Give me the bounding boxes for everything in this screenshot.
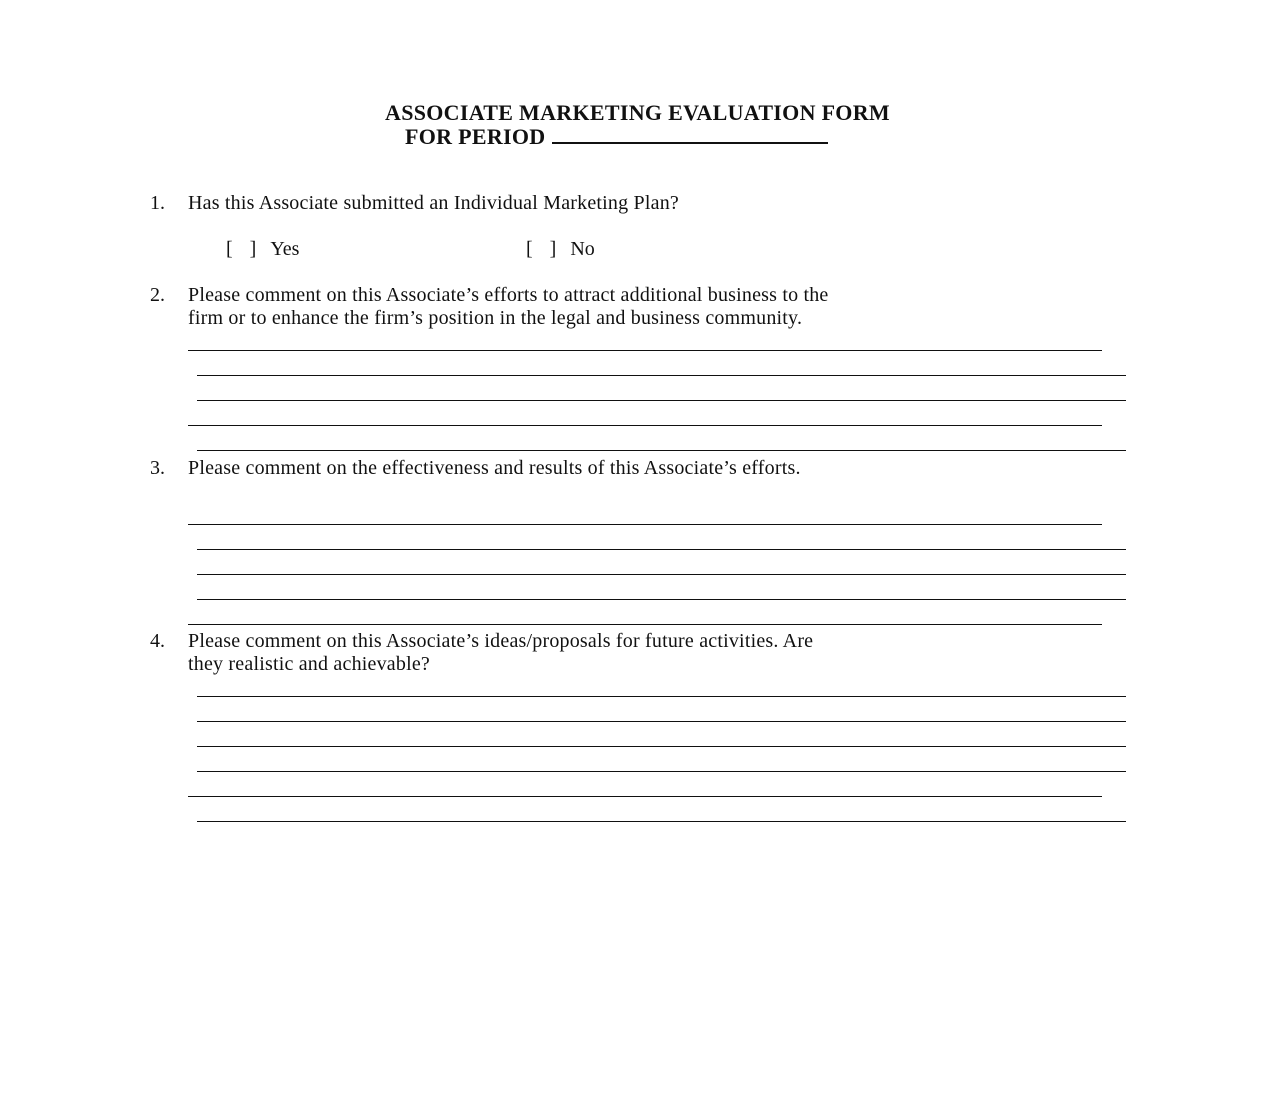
question-4-number: 4. [150, 630, 165, 652]
question-4-line-2: they realistic and achievable? [188, 653, 430, 675]
question-3-text [188, 457, 801, 480]
answer-line[interactable] [197, 821, 1126, 822]
question-1-text [188, 192, 679, 215]
no-label: No [570, 238, 595, 260]
answer-line[interactable] [197, 574, 1126, 575]
yes-checkbox[interactable] [226, 238, 299, 261]
answer-line[interactable] [197, 771, 1126, 772]
period-line [405, 124, 828, 150]
no-checkbox-box[interactable]: [ ] [526, 238, 563, 260]
answer-line[interactable] [197, 375, 1126, 376]
answer-line[interactable] [197, 696, 1126, 697]
answer-line[interactable] [197, 450, 1126, 451]
question-1-number: 1. [150, 192, 165, 214]
answer-line[interactable] [188, 350, 1102, 351]
question-2-number: 2. [150, 284, 165, 306]
answer-line[interactable] [188, 624, 1102, 625]
question-4-text [188, 630, 813, 676]
yes-checkbox-box[interactable]: [ ] [226, 238, 263, 260]
period-blank-field[interactable] [552, 126, 828, 144]
answer-line[interactable] [188, 796, 1102, 797]
answer-line[interactable] [188, 524, 1102, 525]
answer-line[interactable] [197, 549, 1126, 550]
answer-line[interactable] [197, 721, 1126, 722]
question-4-line-1: Please comment on this Associate’s ideas/proposals for future activities. Are [188, 630, 814, 652]
answer-line[interactable] [197, 400, 1126, 401]
question-2-line-2: firm or to enhance the firm’s position in the legal and business community. [188, 307, 803, 329]
answer-line[interactable] [197, 599, 1126, 600]
answer-line[interactable] [188, 425, 1102, 426]
question-3-number: 3. [150, 457, 165, 479]
question-3-line-1: Please comment on the effectiveness and results of this Associate’s efforts. [188, 457, 801, 479]
period-label: FOR PERIOD [405, 124, 546, 149]
yes-label: Yes [270, 238, 300, 260]
no-checkbox[interactable] [526, 238, 595, 261]
answer-line[interactable] [197, 746, 1126, 747]
form-title: ASSOCIATE MARKETING EVALUATION FORM [385, 100, 890, 125]
question-1-line-1: Has this Associate submitted an Individual Marketing Plan? [188, 192, 679, 214]
question-2-text [188, 284, 829, 330]
question-2-line-1: Please comment on this Associate’s efforts to attract additional business to the [188, 284, 829, 306]
